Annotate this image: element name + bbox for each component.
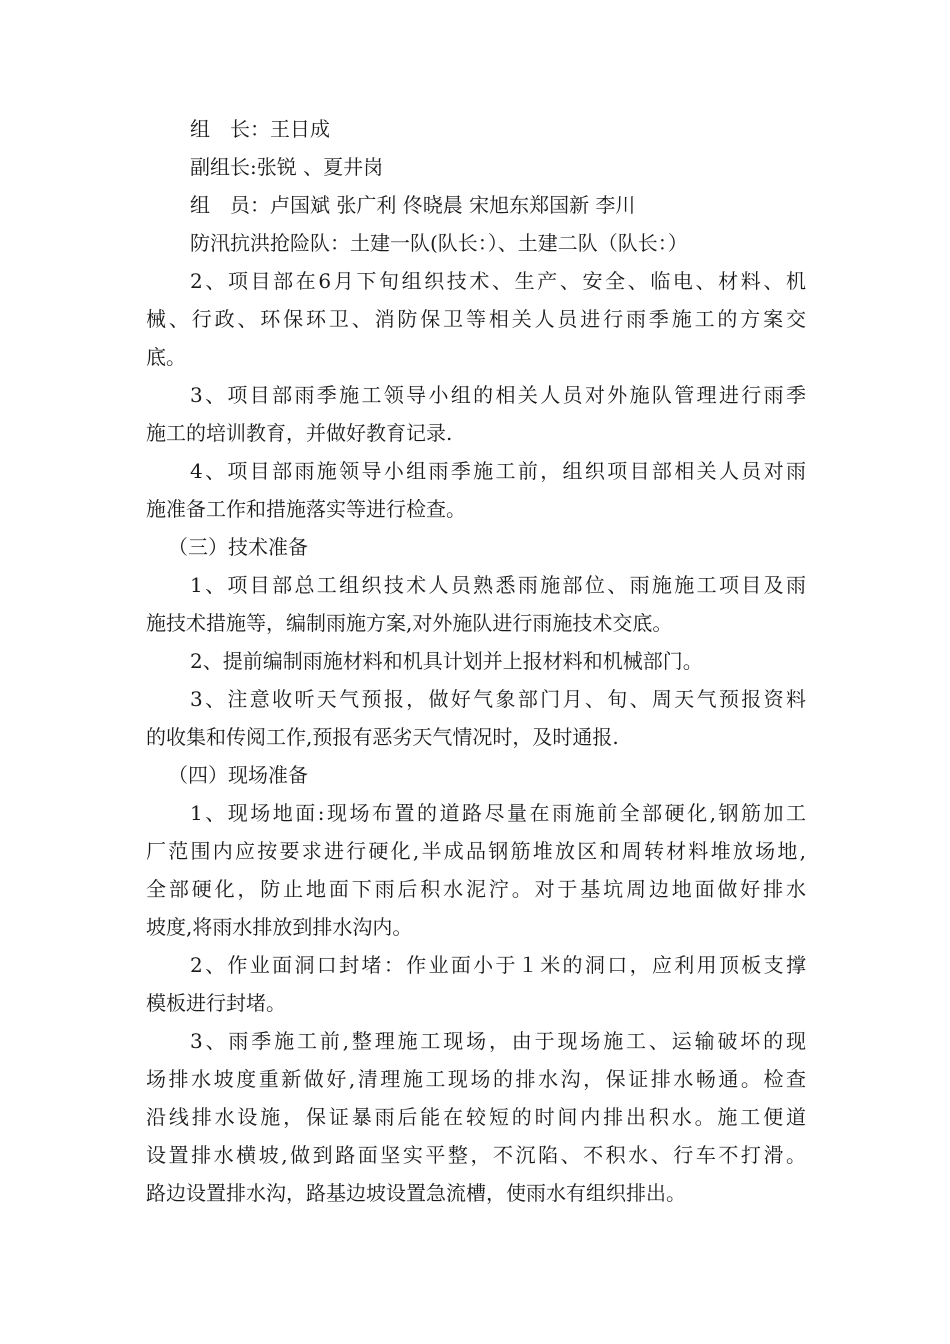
text-line: 3、雨季施工前,整理施工现场，由于现场施工、运输破坏的现 (190, 1029, 806, 1053)
text-line: 全部硬化，防止地面下雨后积水泥泞。对于基坑周边地面做好排水 (146, 877, 806, 901)
text-line: 模板进行封堵。 (146, 991, 286, 1015)
text-line: 底。 (146, 345, 186, 369)
text-line: 施工的培训教育，并做好教育记录. (146, 421, 453, 445)
text-line: 坡度,将雨水排放到排水沟内。 (146, 915, 413, 939)
text-line: 沿线排水设施，保证暴雨后能在较短的时间内排出积水。施工便道 (146, 1105, 806, 1129)
text-line: 组 员：卢国斌 张广利 佟晓晨 宋旭东郑国新 李川 (190, 193, 636, 217)
text-line: 2、提前编制雨施材料和机具计划并上报材料和机械部门。 (190, 649, 703, 673)
text-line: 防汛抗洪抢险队：土建一队(队长：）、土建二队（队长：） (190, 231, 688, 255)
text-line: （三）技术准备 (168, 535, 308, 559)
document-body (146, 110, 806, 1212)
text-line: 设置排水横坡,做到路面坚实平整，不沉陷、不积水、行车不打滑。 (146, 1143, 806, 1167)
text-line: 厂范围内应按要求进行硬化,半成品钢筋堆放区和周转材料堆放场地, (146, 839, 806, 863)
text-line: 副组长:张锐 、夏井岗 (190, 155, 384, 179)
text-line: 组 长：王日成 (190, 117, 330, 141)
text-line: （四）现场准备 (168, 763, 308, 787)
text-line: 路边设置排水沟，路基边坡设置急流槽，使雨水有组织排出。 (146, 1181, 686, 1205)
text-line: 场排水坡度重新做好,清理施工现场的排水沟，保证排水畅通。检查 (146, 1067, 806, 1091)
text-line: 1、现场地面:现场布置的道路尽量在雨施前全部硬化,钢筋加工 (190, 801, 806, 825)
text-line: 2、作业面洞口封堵：作业面小于１米的洞口，应利用顶板支撑 (190, 953, 806, 977)
text-line: 3、项目部雨季施工领导小组的相关人员对外施队管理进行雨季 (190, 383, 806, 407)
text-line: 3、注意收听天气预报，做好气象部门月、旬、周天气预报资料 (190, 687, 806, 711)
text-line: 4、项目部雨施领导小组雨季施工前，组织项目部相关人员对雨 (190, 459, 806, 483)
text-line: 2、项目部在6月下旬组织技术、生产、安全、临电、材料、机 (190, 269, 806, 293)
text-line: 1、项目部总工组织技术人员熟悉雨施部位、雨施施工项目及雨 (190, 573, 806, 597)
text-line: 的收集和传阅工作,预报有恶劣天气情况时，及时通报. (146, 725, 619, 749)
text-line: 械、行政、环保环卫、消防保卫等相关人员进行雨季施工的方案交 (146, 307, 806, 331)
text-line: 施准备工作和措施落实等进行检查。 (146, 497, 466, 521)
text-line: 施技术措施等，编制雨施方案,对外施队进行雨施技术交底。 (146, 611, 673, 635)
